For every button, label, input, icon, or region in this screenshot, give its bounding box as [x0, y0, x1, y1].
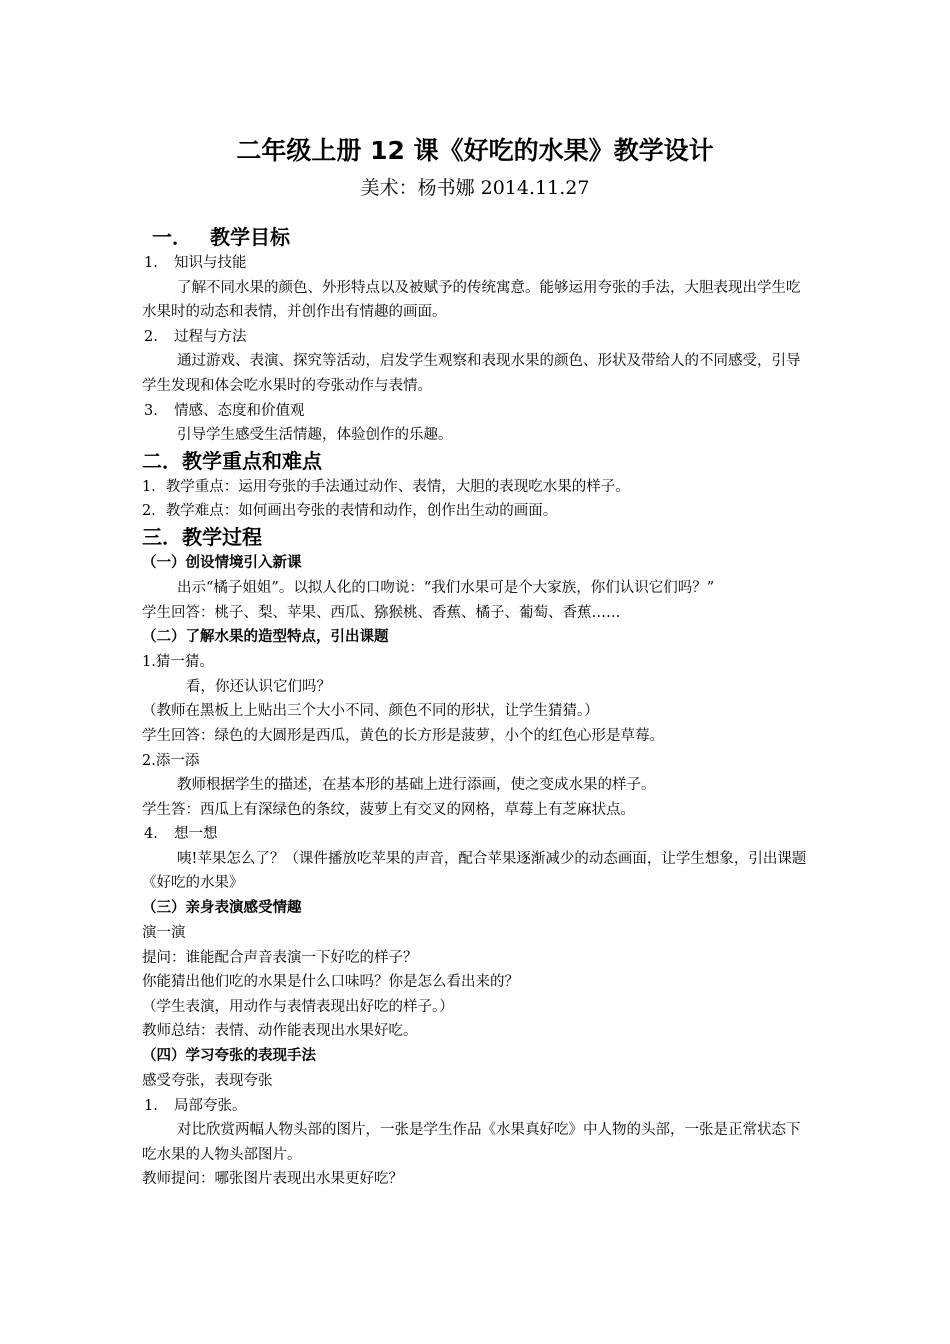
document-title: 二年级上册 12 课《好吃的水果》教学设计 — [236, 136, 714, 165]
paragraph: 看，你还认识它们吗？ — [186, 678, 331, 695]
section-heading-process: 三．教学过程 — [142, 524, 262, 549]
objective-text-3: 引导学生感受生活情趣，体验创作的乐趣。 — [177, 427, 453, 444]
paragraph: 学生回答：绿色的大圆形是西瓜，黄色的长方形是菠萝，小个的红色心形是草莓。 — [142, 727, 664, 744]
section-title: 教学目标 — [210, 225, 290, 249]
paragraph: 感受夸张，表现夸张 — [142, 1073, 273, 1090]
section-heading-key-points: 二．教学重点和难点 — [142, 448, 322, 473]
subsection-heading-2: （二）了解水果的造型特点，引出课题 — [142, 629, 389, 646]
paragraph: 学生回答：桃子、梨、苹果、西瓜、猕猴桃、香蕉、橘子、葡萄、香蕉…… — [142, 604, 621, 621]
item-label: 情感、态度和价值观 — [174, 402, 305, 419]
paragraph: （学生表演，用动作与表情表现出好吃的样子。） — [142, 998, 454, 1015]
subsection-heading-1: （一）创设情境引入新课 — [142, 554, 302, 571]
key-point-1: 1．教学重点：运用夸张的手法通过动作、表情，大胆的表现吃水果的样子。 — [142, 478, 630, 495]
section-number: 一． — [152, 225, 192, 249]
paragraph: 教师根据学生的描述，在基本形的基础上进行添画，使之变成水果的样子。 — [177, 777, 656, 794]
objective-text-1: 了解不同水果的颜色、外形特点以及被赋予的传统寓意。能够运用夸张的手法，大胆表现出学生吃水果时的动态和表情，并创作出有情趣的画面。 — [142, 279, 801, 321]
paragraph: 教师提问：哪张图片表现出水果更好吃？ — [142, 1171, 403, 1188]
paragraph: 咦!苹果怎么了？（课件播放吃苹果的声音，配合苹果逐渐减少的动态画面，让学生想象，引出课题《好吃的水果》 — [142, 850, 807, 892]
paragraph: 学生答：西瓜上有深绿色的条纹，菠萝上有交叉的网格，草莓上有芝麻状点。 — [142, 801, 635, 818]
item-label: 想一想 — [174, 826, 218, 843]
section-heading-objectives — [142, 224, 814, 251]
numbered-item — [142, 822, 814, 847]
item-number: 3. — [144, 402, 158, 419]
objective-item-2 — [142, 325, 814, 350]
paragraph: 2.添一添 — [142, 752, 200, 769]
subsection-heading-3: （三）亲身表演感受情趣 — [142, 900, 302, 917]
item-number: 1. — [144, 255, 158, 271]
paragraph: 提问：谁能配合声音表演一下好吃的样子？ — [142, 949, 418, 966]
paragraph: 演一演 — [142, 925, 186, 942]
objective-item-3 — [142, 399, 814, 424]
item-label: 过程与方法 — [174, 328, 247, 345]
item-number: 1. — [144, 1097, 158, 1114]
paragraph: 教师总结：表情、动作能表现出水果好吃。 — [142, 1023, 418, 1040]
objective-item-1 — [142, 251, 814, 276]
document-body — [142, 224, 814, 1192]
item-number: 2. — [144, 328, 158, 345]
objective-text-2: 通过游戏、表演、探究等活动，启发学生观察和表现水果的颜色、形状及带给人的不同感受，引导学生发现和体会吃水果时的夸张动作与表情。 — [142, 353, 801, 394]
subsection-heading-4: （四）学习夸张的表现手法 — [142, 1048, 316, 1065]
paragraph: 你能猜出他们吃的水果是什么口味吗？你是怎么看出来的？ — [142, 974, 519, 991]
item-label: 局部夸张。 — [174, 1097, 247, 1114]
paragraph: （教师在黑板上上贴出三个大小不同、颜色不同的形状，让学生猜猜。） — [142, 703, 599, 720]
numbered-item — [142, 1094, 814, 1119]
paragraph: 出示“橘子姐姐”。以拟人化的口吻说：“我们水果可是个大家族，你们认识它们吗？” — [177, 579, 715, 596]
item-label: 知识与技能 — [174, 255, 247, 271]
document-subtitle: 美术：杨书娜 2014.11.27 — [360, 177, 590, 199]
paragraph: 1.猜一猜。 — [142, 654, 214, 671]
key-point-2: 2．教学难点：如何画出夸张的表情和动作，创作出生动的画面。 — [142, 503, 558, 520]
item-number: 4. — [144, 826, 158, 843]
paragraph: 对比欣赏两幅人物头部的图片，一张是学生作品《水果真好吃》中人物的头部，一张是正常状态下吃水果的人物头部图片。 — [142, 1122, 801, 1163]
